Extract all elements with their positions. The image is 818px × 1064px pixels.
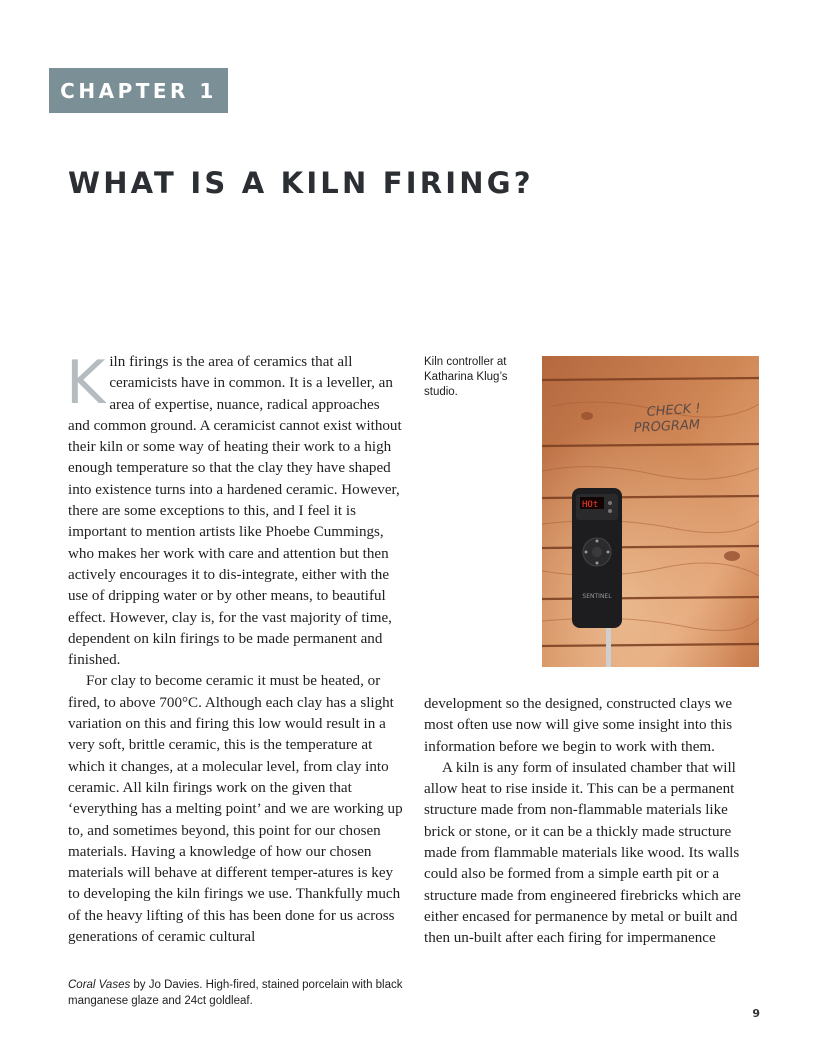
paragraph: For clay to become ceramic it must be heated, or fired, to above 700°C. Although each clay has a slight variation on this and firing this low would result in a very soft, brittle ceramic, this is the temperature at which it changes, at a molecular level, from clay into ceramic. All kiln firings work on the given that ‘everything has a melting point’ and we are working up to, and sometimes beyond, this point for our chosen materials. Having a knowledge of how our chosen materials will behave at different temper-atures is key to developing the kiln firings we use. Thankfully much of the heavy lifting of this has been done for us across generations of ceramic cultural: [68, 673, 403, 946]
figure-caption: [68, 978, 418, 1009]
page-number: 9: [752, 1007, 760, 1020]
caption-text: by Jo Davies. High-fired, stained porcelain with black manganese glaze and 24ct goldleaf.: [68, 979, 403, 1007]
paragraph: A kiln is any form of insulated chamber that will allow heat to rise inside it. This can be a permanent structure made from non-flammable materials like brick or stone, or it can be a thickly made structure made from flammable materials like wood. Its walls could also be formed from a simple earth pit or a structure made from engineered firebricks which are either encased for permanence by metal or built and then un-built after each firing for impermanence: [424, 759, 741, 947]
caption-title: Coral Vases: [68, 979, 131, 991]
controller-display: HOt: [582, 500, 599, 510]
chapter-label: CHAPTER 1: [49, 68, 228, 113]
paragraph-text: iln firings is the area of ceramics that all ceramicists have in common. It is a leveller, an area of expertise, nuance, radical approaches and common ground. A ceramicist cannot exist without their kiln or some way of heating their work to a high enough temperature so that the clay they have shaped into existence turns into a hardened ceramic. However, there are some exceptions to this, and I feel it is important to mention artists like Phoebe Cummings, who makes her work with care and attention but then actively encourages it to dis-integrate, either with the use of dripping water or by other means, to beautiful effect. However, clay is, for the vast majority of time, dependent on kiln firings to be made permanent and finished.: [68, 354, 402, 669]
paragraph: [66, 348, 403, 671]
right-column: [424, 694, 759, 950]
kiln-controller-photo: [542, 356, 759, 667]
drop-cap: K: [66, 348, 106, 418]
left-column: [66, 348, 403, 948]
wall-writing-program: PROGRAM: [633, 417, 701, 436]
wall-writing-check: CHECK !: [646, 401, 702, 420]
controller-brand: SENTINEL: [582, 593, 612, 600]
paragraph: development so the designed, constructed clays we most often use now will give some insight into this information before we begin to work with them.: [424, 696, 733, 755]
kiln-controller: [572, 488, 622, 628]
page-title: WHAT IS A KILN FIRING?: [68, 166, 534, 200]
photo-caption: Kiln controller at Katharina Klug’s studio.: [424, 356, 508, 398]
